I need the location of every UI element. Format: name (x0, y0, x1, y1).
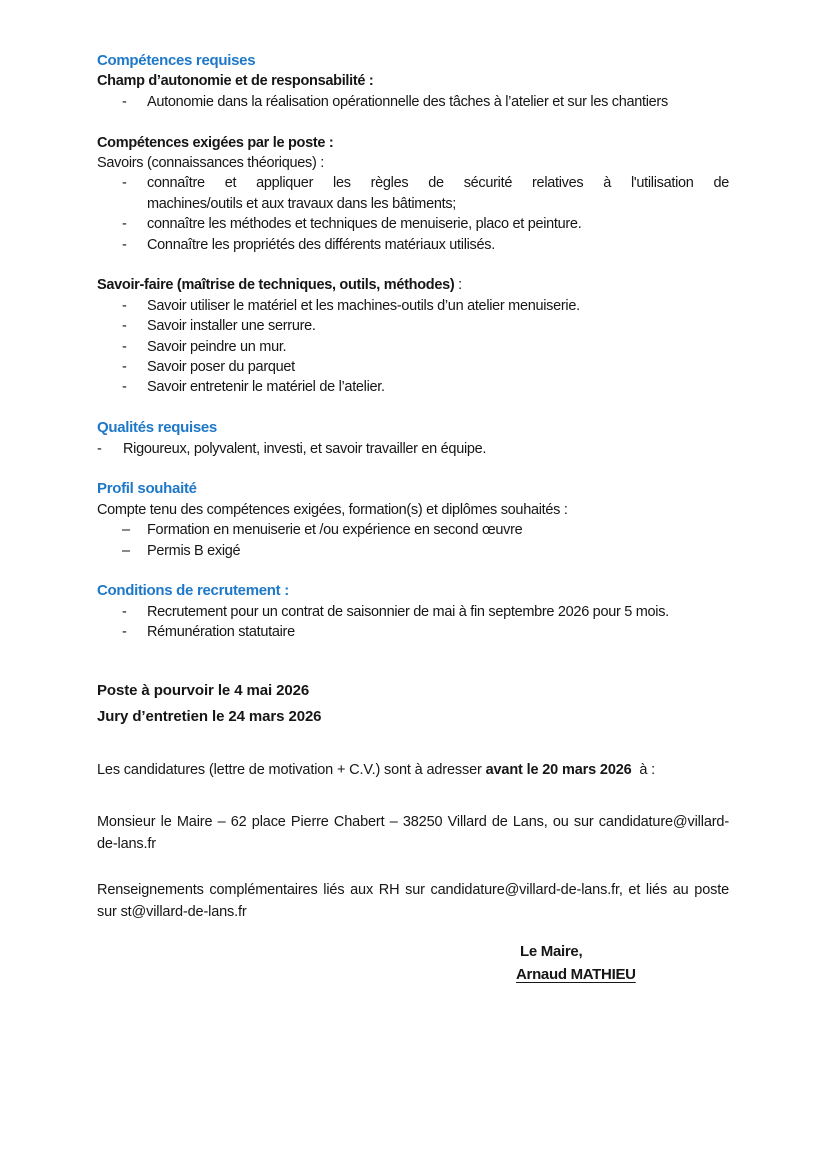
bullet-item-savoir-installer (97, 316, 729, 336)
bullet-marker: - (122, 216, 127, 233)
bullet-item-remuneration (97, 622, 729, 642)
subheading-champ-autonomie: Champ d’autonomie et de responsabilité : (97, 73, 374, 90)
bullet-item-savoir-poser (97, 357, 729, 377)
bullet-marker: - (122, 318, 127, 335)
bullet-item-recrutement (97, 602, 729, 622)
bullet-item-formation (97, 520, 729, 540)
bullet-item-autonomie (97, 92, 729, 112)
bullet-marker: - (122, 93, 127, 110)
bullet-text: Autonomie dans la réalisation opérationnelle des tâches à l’atelier et sur les chantiers (147, 93, 668, 110)
adresse-paragraph (97, 811, 729, 855)
bullet-item-savoir-entretenir (97, 377, 729, 397)
section-heading-qualites: Qualités requises (97, 419, 217, 437)
subheading-tail: : (454, 277, 462, 294)
bullet-item-savoir-peindre (97, 337, 729, 357)
bullet-text: Savoir poser du parquet (147, 359, 295, 376)
bullet-text: Savoir installer une serrure. (147, 318, 316, 335)
candidatures-tail: à : (631, 761, 656, 778)
bullet-item-securite (97, 173, 729, 214)
candidatures-paragraph (97, 759, 729, 781)
bullet-text: Savoir utiliser le matériel et les machines-outils d’un atelier menuiserie. (147, 297, 580, 314)
bullet-marker: - (122, 624, 127, 641)
bullet-text: Permis B exigé (147, 542, 241, 559)
section-heading-conditions: Conditions de recrutement : (97, 582, 289, 600)
bullet-text: Connaître les propriétés des différents matériaux utilisés. (147, 236, 495, 253)
candidatures-text: Les candidatures (lettre de motivation + C.V.) sont à adresser (97, 761, 486, 778)
subheading-bold-part: Savoir-faire (maîtrise de techniques, outils, méthodes) (97, 277, 455, 294)
bullet-item-proprietes (97, 235, 729, 255)
bullet-text: Recrutement pour un contrat de saisonnier de mai à fin septembre 2026 pour 5 mois. (147, 603, 669, 620)
bullet-text (147, 173, 729, 214)
bullet-item-methodes (97, 214, 729, 234)
bullet-marker: - (122, 379, 127, 396)
wrap-line: machines/outils et aux travaux dans les bâtiments; (147, 195, 456, 212)
poste-a-pourvoir-line: Poste à pourvoir le 4 mai 2026 (97, 681, 310, 699)
bullet-marker: - (122, 175, 127, 192)
bullet-text: Rémunération statutaire (147, 624, 295, 641)
bullet-marker: - (122, 603, 127, 620)
bullet-marker: - (122, 236, 127, 253)
wrap-line: de-lans.fr (97, 835, 156, 852)
bullet-text: Formation en menuiserie et /ou expérience en second œuvre (147, 522, 523, 539)
document-content (97, 51, 729, 986)
signature-block (516, 940, 729, 986)
bullet-item-savoir-utiliser (97, 296, 729, 316)
subheading-savoir-faire (97, 275, 729, 295)
bullet-marker: - (122, 338, 127, 355)
candidatures-deadline: avant le 20 mars 2026 (485, 761, 632, 778)
bullet-marker: - (122, 297, 127, 314)
signature-name: Arnaud MATHIEU (516, 965, 636, 983)
wrap-line: sur st@villard-de-lans.fr (97, 903, 247, 920)
profil-intro: Compte tenu des compétences exigées, formation(s) et diplômes souhaités : (97, 501, 568, 518)
section-heading-profil: Profil souhaité (97, 480, 197, 498)
subheading-competences-exigees: Compétences exigées par le poste : (97, 134, 334, 151)
justified-line: connaître et appliquer les règles de sécurité relatives à l'utilisation de (147, 175, 729, 192)
bullet-marker: - (97, 440, 102, 457)
jury-entretien-line: Jury d’entretien le 24 mars 2026 (97, 707, 322, 725)
bullet-marker: – (122, 542, 130, 559)
renseignements-paragraph (97, 879, 729, 923)
bullet-text: Rigoureux, polyvalent, investi, et savoir travailler en équipe. (123, 440, 487, 457)
bullet-item-rigoureux (97, 439, 729, 459)
savoirs-label: Savoirs (connaissances théoriques) : (97, 155, 324, 172)
section-heading-competences-requises: Compétences requises (97, 52, 256, 69)
bullet-text: connaître les méthodes et techniques de menuiserie, placo et peinture. (147, 216, 582, 233)
justified-line: Monsieur le Maire – 62 place Pierre Chabert – 38250 Villard de Lans, ou sur candidature@villard- (97, 813, 729, 830)
bullet-item-permis (97, 541, 729, 561)
bullet-text: Savoir entretenir le matériel de l’atelier. (147, 379, 385, 396)
signature-title: Le Maire, (520, 942, 583, 960)
bullet-marker: – (122, 522, 130, 539)
bullet-text: Savoir peindre un mur. (147, 338, 287, 355)
bullet-marker: - (122, 359, 127, 376)
justified-line: Renseignements complémentaires liés aux RH sur candidature@villard-de-lans.fr, et liés au poste (97, 881, 729, 898)
